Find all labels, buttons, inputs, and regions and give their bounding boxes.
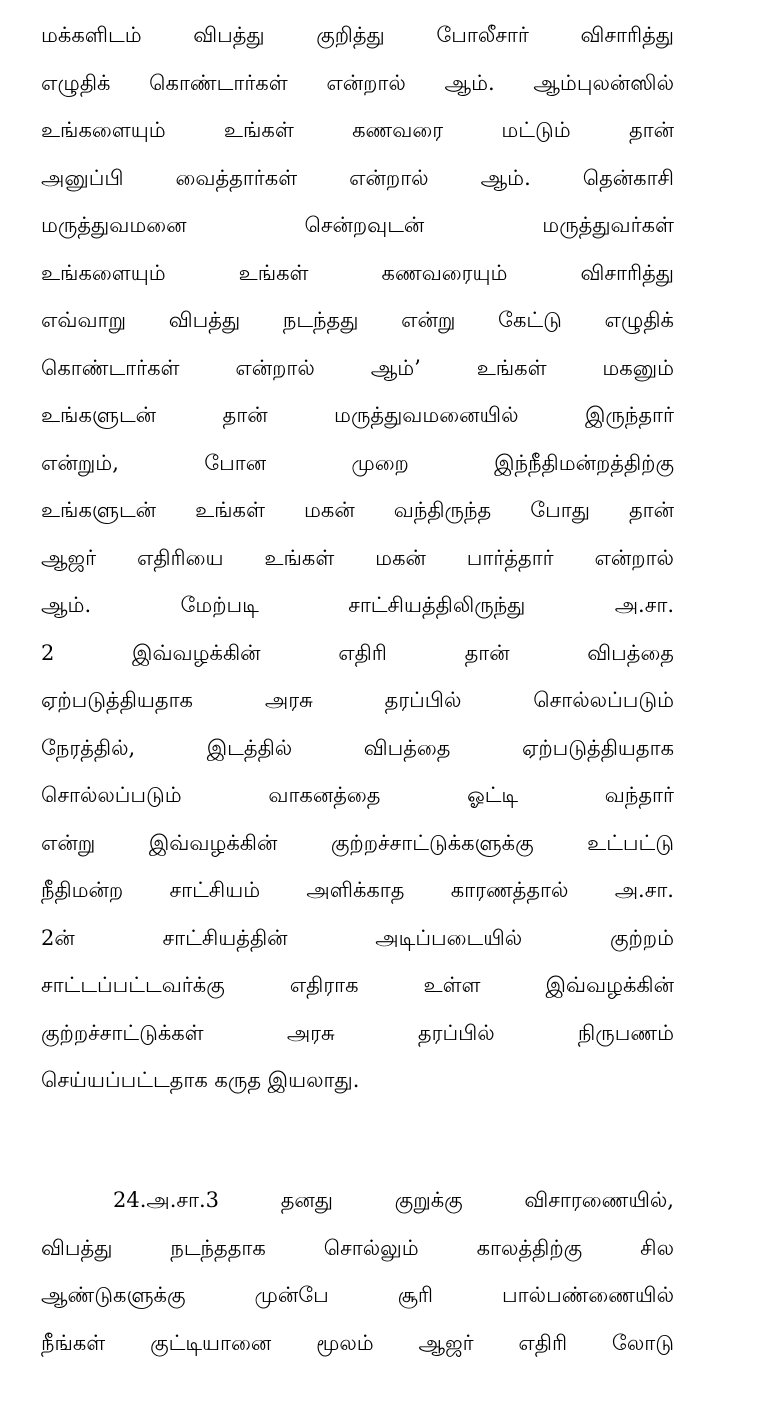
text-line: சொல்லப்படும் வாகனத்தை ஓட்டி வந்தார் xyxy=(41,783,674,807)
text-line: ஏற்படுத்தியதாக அரசு தரப்பில் சொல்லப்படும் xyxy=(41,688,674,712)
text-line: என்று இவ்வழக்கின் குற்றச்சாட்டுக்களுக்கு உட்பட்டு xyxy=(41,830,674,855)
text-line: ஆம். மேற்படி சாட்சியத்திலிருந்து அ.சா. xyxy=(41,593,674,617)
text-line: 24.அ.சா.3 தனது குறுக்கு விசாரணையில், xyxy=(113,1188,674,1212)
text-line: மக்களிடம் விபத்து குறித்து போலீசார் விசாரித்து xyxy=(41,23,674,47)
text-line: ஆண்டுகளுக்கு முன்பே சூரி பால்பண்ணையில் xyxy=(41,1283,674,1307)
text-line: உங்களையும் உங்கள் கணவரையும் விசாரித்து xyxy=(41,260,674,285)
text-line: உங்களுடன் தான் மருத்துவமனையில் இருந்தார் xyxy=(41,403,674,427)
text-line: நேரத்தில், இடத்தில் விபத்தை ஏற்படுத்தியதாக xyxy=(41,735,674,760)
text-line: எவ்வாறு விபத்து நடந்தது என்று கேட்டு எழுதிக் xyxy=(41,308,674,332)
text-line: ஆஜர் எதிரியை உங்கள் மகன் பார்த்தார் என்றால் xyxy=(41,545,674,570)
text-line: விபத்து நடந்ததாக சொல்லும் காலத்திற்கு சில xyxy=(41,1235,674,1260)
text-line: அனுப்பி வைத்தார்கள் என்றால் ஆம். தென்காசி xyxy=(41,165,674,190)
text-line: செய்யப்பட்டதாக கருத இயலாது. xyxy=(41,1068,360,1092)
text-line: நீங்கள் குட்டியானை மூலம் ஆஜர் எதிரி லோடு xyxy=(41,1330,674,1355)
text-line: எழுதிக் கொண்டார்கள் என்றால் ஆம். ஆம்புலன்ஸில் xyxy=(41,70,674,95)
text-line: மருத்துவமனை சென்றவுடன் மருத்துவர்கள் xyxy=(41,213,674,237)
paragraph-1 xyxy=(41,12,674,1105)
text-line: 2ன் சாட்சியத்தின் அடிப்படையில் குற்றம் xyxy=(41,925,674,950)
text-line: 2 இவ்வழக்கின் எதிரி தான் விபத்தை xyxy=(41,640,674,665)
text-line: குற்றச்சாட்டுக்கள் அரசு தரப்பில் நிருபணம் xyxy=(41,1020,674,1045)
text-line: உங்களையும் உங்கள் கணவரை மட்டும் தான் xyxy=(41,118,674,142)
text-line: என்றும், போன முறை இந்நீதிமன்றத்திற்கு xyxy=(41,450,674,475)
paragraph-2 xyxy=(41,1177,674,1367)
text-line: சாட்டப்பட்டவர்க்கு எதிராக உள்ள இவ்வழக்கின் xyxy=(41,973,674,997)
text-line: கொண்டார்கள் என்றால் ஆம்’ உங்கள் மகனும் xyxy=(41,355,674,380)
text-line: உங்களுடன் உங்கள் மகன் வந்திருந்த போது தான் xyxy=(41,498,674,522)
text-line: நீதிமன்ற சாட்சியம் அளிக்காத காரணத்தால் அ.சா. xyxy=(41,878,674,902)
